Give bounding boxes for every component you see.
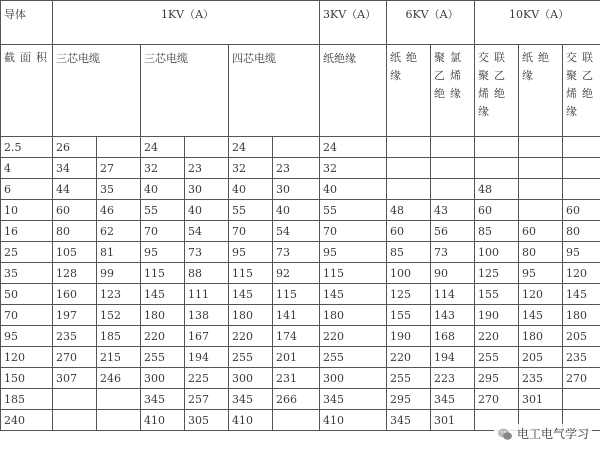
ampacity-cell: 270 [563,368,600,389]
ampacity-cell: 145 [141,284,185,305]
watermark [494,424,592,443]
ampacity-cell: 220 [387,347,431,368]
section-cell: 4 [1,158,53,179]
section-cell: 95 [1,326,53,347]
ampacity-cell: 235 [563,347,600,368]
ampacity-cell: 160 [53,284,97,305]
ampacity-cell: 81 [97,242,141,263]
section-cell: 2.5 [1,137,53,158]
ampacity-cell: 120 [519,284,563,305]
ampacity-cell: 40 [185,200,229,221]
ampacity-cell: 99 [97,263,141,284]
ampacity-cell [431,179,475,200]
section-area-header: 截面积 [1,45,53,137]
ampacity-cell: 35 [97,179,141,200]
ampacity-cell: 235 [519,368,563,389]
ampacity-cell: 55 [320,200,387,221]
ampacity-cell: 54 [185,221,229,242]
ampacity-cell: 26 [53,137,97,158]
ampacity-cell: 205 [519,347,563,368]
ampacity-cell: 295 [387,389,431,410]
ampacity-cell: 95 [229,242,273,263]
ampacity-cell [431,158,475,179]
ampacity-cell: 95 [320,242,387,263]
ampacity-cell: 32 [320,158,387,179]
ampacity-cell: 23 [273,158,320,179]
table-row [1,263,600,284]
table-row [1,242,600,263]
ampacity-cell: 145 [563,284,600,305]
ampacity-cell: 145 [229,284,273,305]
ampacity-cell: 185 [97,326,141,347]
ampacity-cell [387,137,431,158]
ampacity-cell: 345 [229,389,273,410]
ampacity-cell: 180 [229,305,273,326]
ampacity-cell: 95 [141,242,185,263]
ampacity-cell [387,179,431,200]
ampacity-cell: 220 [229,326,273,347]
ampacity-cell [475,158,519,179]
ampacity-cell: 145 [320,284,387,305]
ampacity-cell: 125 [387,284,431,305]
ampacity-cell: 300 [229,368,273,389]
xlpe-insulation-10kv-header-2: 交联聚乙烯绝缘 [563,45,600,137]
ampacity-cell: 201 [273,347,320,368]
table-row [1,305,600,326]
ampacity-cell: 80 [563,221,600,242]
table-body [1,137,600,431]
ampacity-cell: 60 [519,221,563,242]
ampacity-cell: 255 [387,368,431,389]
ampacity-cell: 70 [229,221,273,242]
ampacity-cell [97,410,141,431]
ampacity-cell: 40 [273,200,320,221]
ampacity-cell: 55 [141,200,185,221]
ampacity-cell: 54 [273,221,320,242]
paper-insulation-10kv-header: 纸绝缘 [519,45,563,137]
ampacity-cell: 125 [475,263,519,284]
ampacity-cell: 105 [53,242,97,263]
ampacity-cell: 138 [185,305,229,326]
ampacity-cell: 32 [141,158,185,179]
four-core-cable-header: 四芯电缆 [229,45,320,137]
header-row-type [1,45,600,137]
table-row [1,284,600,305]
ampacity-cell: 300 [141,368,185,389]
ampacity-cell: 60 [563,200,600,221]
ampacity-cell: 345 [387,410,431,431]
ampacity-cell: 44 [53,179,97,200]
voltage-3kv-header: 3KV（A） [320,1,387,45]
ampacity-cell: 246 [97,368,141,389]
ampacity-cell: 32 [229,158,273,179]
table-row [1,368,600,389]
ampacity-cell: 266 [273,389,320,410]
ampacity-cell [519,137,563,158]
ampacity-cell: 46 [97,200,141,221]
ampacity-cell: 114 [431,284,475,305]
ampacity-cell: 270 [475,389,519,410]
section-cell: 25 [1,242,53,263]
ampacity-cell [431,137,475,158]
ampacity-cell: 70 [141,221,185,242]
ampacity-cell [519,158,563,179]
ampacity-cell: 143 [431,305,475,326]
ampacity-cell [97,389,141,410]
ampacity-cell: 24 [229,137,273,158]
ampacity-cell: 220 [475,326,519,347]
ampacity-cell: 255 [475,347,519,368]
ampacity-cell: 155 [475,284,519,305]
ampacity-cell: 70 [320,221,387,242]
ampacity-cell [519,179,563,200]
ampacity-cell: 73 [185,242,229,263]
section-cell: 185 [1,389,53,410]
ampacity-cell: 255 [229,347,273,368]
paper-insulation-3kv-header: 纸绝缘 [320,45,387,137]
ampacity-cell: 194 [431,347,475,368]
ampacity-cell: 301 [431,410,475,431]
pvc-insulation-6kv-header: 聚氯乙烯绝缘 [431,45,475,137]
ampacity-cell: 307 [53,368,97,389]
table-row [1,347,600,368]
section-cell: 150 [1,368,53,389]
three-core-cable-header: 三芯电缆 [53,45,141,137]
table-row [1,179,600,200]
ampacity-cell [519,200,563,221]
ampacity-cell: 180 [320,305,387,326]
ampacity-cell: 123 [97,284,141,305]
ampacity-cell [563,179,600,200]
ampacity-cell: 180 [563,305,600,326]
section-cell: 16 [1,221,53,242]
ampacity-cell [185,137,229,158]
wechat-icon [497,426,513,442]
ampacity-cell: 73 [431,242,475,263]
ampacity-cell: 27 [97,158,141,179]
ampacity-cell: 34 [53,158,97,179]
ampacity-cell: 180 [519,326,563,347]
ampacity-cell: 220 [141,326,185,347]
paper-insulation-6kv-header: 纸绝缘 [387,45,431,137]
xlpe-insulation-10kv-header: 交联聚乙烯绝缘 [475,45,519,137]
ampacity-cell: 95 [519,263,563,284]
ampacity-cell: 40 [141,179,185,200]
ampacity-cell: 235 [53,326,97,347]
ampacity-cell: 115 [229,263,273,284]
ampacity-cell: 43 [431,200,475,221]
ampacity-cell: 168 [431,326,475,347]
ampacity-cell: 190 [387,326,431,347]
ampacity-cell: 23 [185,158,229,179]
ampacity-cell [387,158,431,179]
three-core-cable-header-2: 三芯电缆 [141,45,229,137]
ampacity-cell: 231 [273,368,320,389]
ampacity-cell: 257 [185,389,229,410]
ampacity-cell: 100 [387,263,431,284]
table-row [1,389,600,410]
ampacity-cell: 190 [475,305,519,326]
ampacity-cell: 73 [273,242,320,263]
conductor-header: 导体 [1,1,53,45]
watermark-text: 电工电气学习 [516,427,589,441]
ampacity-cell: 95 [563,242,600,263]
ampacity-cell: 215 [97,347,141,368]
ampacity-cell: 301 [519,389,563,410]
ampacity-cell: 80 [53,221,97,242]
voltage-10kv-header: 10KV（A） [475,1,600,45]
section-cell: 35 [1,263,53,284]
ampacity-cell: 145 [519,305,563,326]
ampacity-cell: 410 [320,410,387,431]
ampacity-cell [97,137,141,158]
ampacity-cell: 48 [475,179,519,200]
ampacity-cell: 141 [273,305,320,326]
table-row [1,137,600,158]
ampacity-cell: 255 [141,347,185,368]
ampacity-cell [273,410,320,431]
ampacity-cell: 225 [185,368,229,389]
ampacity-cell [273,137,320,158]
ampacity-cell: 197 [53,305,97,326]
ampacity-cell: 80 [519,242,563,263]
ampacity-cell: 300 [320,368,387,389]
ampacity-cell: 305 [185,410,229,431]
ampacity-cell [53,389,97,410]
ampacity-cell: 88 [185,263,229,284]
ampacity-cell: 223 [431,368,475,389]
ampacity-cell: 111 [185,284,229,305]
ampacity-cell: 410 [141,410,185,431]
ampacity-cell: 194 [185,347,229,368]
ampacity-cell: 55 [229,200,273,221]
ampacity-cell: 270 [53,347,97,368]
ampacity-cell: 85 [475,221,519,242]
voltage-6kv-header: 6KV（A） [387,1,475,45]
section-cell: 6 [1,179,53,200]
table-row [1,221,600,242]
ampacity-cell: 48 [387,200,431,221]
ampacity-cell: 295 [475,368,519,389]
ampacity-cell: 24 [320,137,387,158]
ampacity-cell: 155 [387,305,431,326]
ampacity-cell: 410 [229,410,273,431]
ampacity-cell: 205 [563,326,600,347]
ampacity-cell: 60 [387,221,431,242]
table-row [1,200,600,221]
ampacity-cell: 115 [320,263,387,284]
ampacity-cell: 115 [141,263,185,284]
ampacity-cell: 174 [273,326,320,347]
ampacity-cell: 345 [431,389,475,410]
table-row [1,158,600,179]
ampacity-cell: 62 [97,221,141,242]
ampacity-cell: 100 [475,242,519,263]
ampacity-cell: 60 [475,200,519,221]
voltage-1kv-header: 1KV（A） [53,1,320,45]
ampacity-cell: 128 [53,263,97,284]
ampacity-cell: 345 [320,389,387,410]
ampacity-cell [53,410,97,431]
table-row [1,326,600,347]
ampacity-cell: 40 [229,179,273,200]
section-cell: 120 [1,347,53,368]
ampacity-cell: 60 [53,200,97,221]
ampacity-cell: 56 [431,221,475,242]
header-row-voltage [1,1,600,45]
section-cell: 70 [1,305,53,326]
section-cell: 50 [1,284,53,305]
ampacity-cell: 345 [141,389,185,410]
ampacity-cell: 167 [185,326,229,347]
ampacity-cell [563,137,600,158]
section-cell: 240 [1,410,53,431]
ampacity-cell: 40 [320,179,387,200]
ampacity-cell [475,137,519,158]
ampacity-cell: 90 [431,263,475,284]
ampacity-cell: 120 [563,263,600,284]
ampacity-cell [563,158,600,179]
ampacity-cell: 152 [97,305,141,326]
section-cell: 10 [1,200,53,221]
ampacity-cell: 255 [320,347,387,368]
ampacity-cell: 115 [273,284,320,305]
ampacity-cell: 85 [387,242,431,263]
ampacity-cell: 30 [273,179,320,200]
ampacity-cell: 24 [141,137,185,158]
ampacity-cell: 30 [185,179,229,200]
ampacity-cell: 220 [320,326,387,347]
ampacity-cell: 180 [141,305,185,326]
ampacity-cell: 92 [273,263,320,284]
